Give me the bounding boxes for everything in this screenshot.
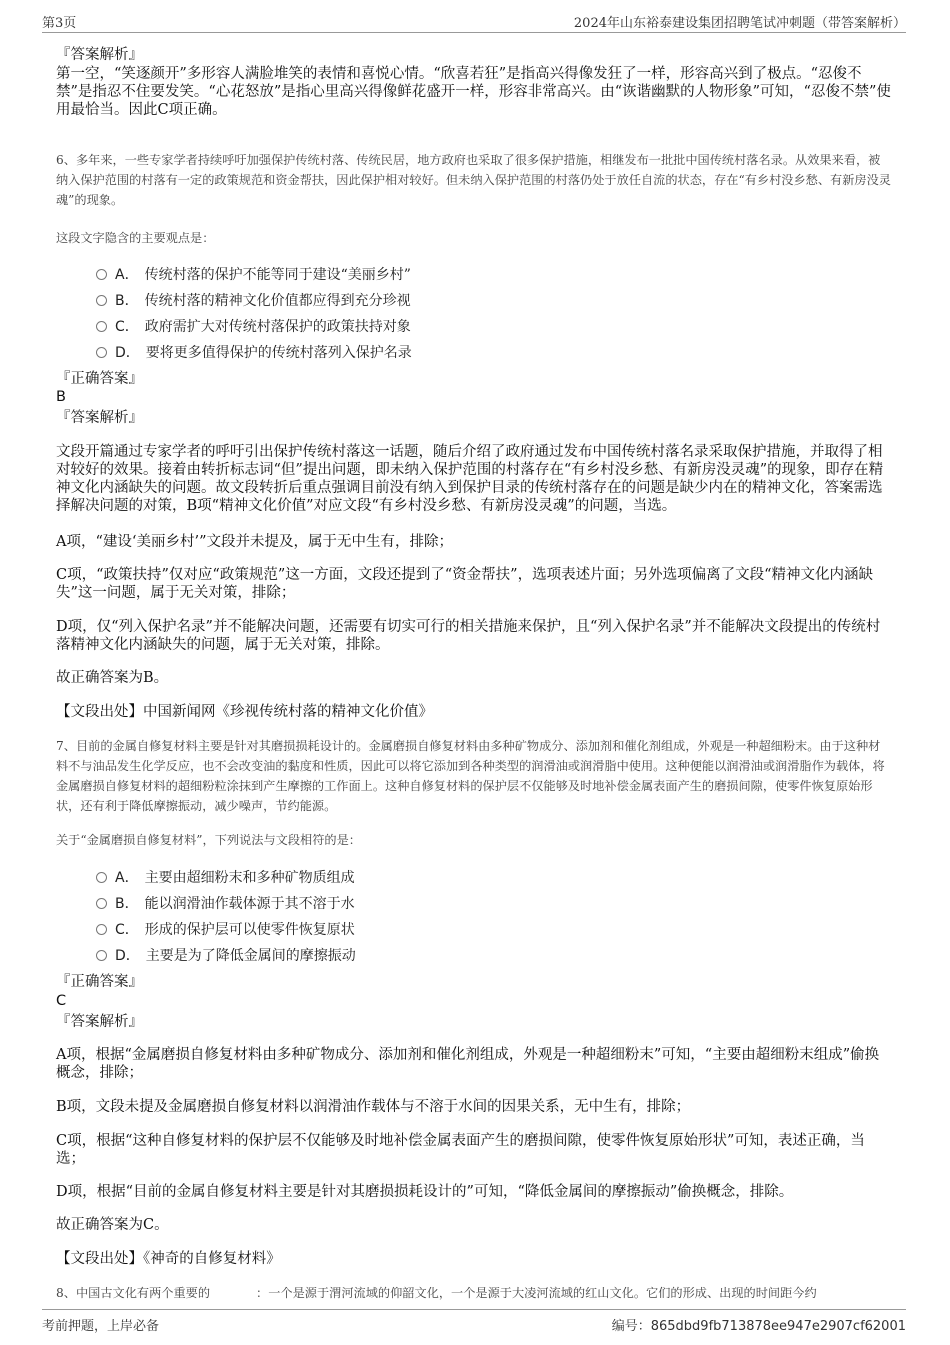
q6-option-d[interactable] (96, 342, 412, 362)
radio-icon[interactable] (96, 924, 107, 935)
option-letter: A． (115, 267, 139, 283)
q8-stem-start: 8、中国古文化有两个重要的 (56, 1286, 211, 1300)
q6-analysis-c: C项，“政策扶持”仅对应“政策规范”这一方面，文段还提到了“资金帮扶”，选项表述片面；另外选项偏离了文段“精神文化内涵缺失”这一问题，属于无关对策，排除； (56, 567, 873, 601)
q7-source: 【文段出处】《神奇的自修复材料》 (56, 1251, 281, 1267)
q6-option-a[interactable] (96, 264, 411, 284)
option-text: 政府需扩大对传统村落保护的政策扶持对象 (144, 319, 411, 335)
page-number: 第3页 (42, 16, 77, 31)
option-text: 主要由超细粉末和多种矿物质组成 (144, 870, 355, 886)
q6-analysis-label: 『答案解析』 (56, 410, 143, 426)
option-letter: D． (115, 948, 140, 964)
option-text: 传统村落的精神文化价值都应得到充分珍视 (144, 293, 411, 309)
q7-option-b[interactable] (96, 893, 355, 913)
q7-correct-label: 『正确答案』 (56, 974, 143, 990)
document-code: 编号：865dbd9fb713878ee947e2907cf62001 (611, 1319, 906, 1334)
option-text: 主要是为了降低金属间的摩擦振动 (145, 948, 356, 964)
q6-analysis-text: 文段开篇通过专家学者的呼吁引出保护传统村落这一话题，随后介绍了政府通过发布中国传统村落名录采取保护措施，并取得了相对较好的效果。接着由转折标志词“但”提出问题，即未纳入保护范围的村落存在“有乡村没乡愁、有新房没灵魂”的现象，即存在精神文化内涵缺失的问题。故文段转折后重点强调目前没有纳入到保护目录的传统村落存在的问题是缺少内在的精神文化，答案需选择解决问题的对策，B项“精神文化价值”对应文段“有乡村没乡愁、有新房没灵魂”的问题，当选。 (56, 444, 884, 514)
q7-option-d[interactable] (96, 945, 356, 965)
radio-icon[interactable] (96, 347, 107, 358)
q6-correct-label: 『正确答案』 (56, 371, 143, 387)
radio-icon[interactable] (96, 872, 107, 883)
q6-analysis-a: A项，“建设‘美丽乡村’”文段并未提及，属于无中生有，排除； (56, 534, 454, 550)
q7-conclusion: 故正确答案为C。 (56, 1217, 169, 1233)
q6-stem: 6、多年来，一些专家学者持续呼吁加强保护传统村落、传统民居，地方政府也采取了很多保护措施，相继发布一批批中国传统村落名录。从效果来看，被纳入保护范围的村落有一定的政策规范和资金帮扶，因此保护相对较好。但未纳入保护范围的村落仍处于放任自流的状态，存在“有乡村没乡愁、有新房没灵魂”的现象。 (56, 153, 891, 207)
q6-analysis-d: D项，仅“列入保护名录”并不能解决问题，还需要有切实可行的相关措施来保护，且“列入保护名录”并不能解决文段提出的传统村落精神文化内涵缺失的问题，属于无关对策，排除。 (56, 619, 881, 653)
q6-prompt: 这段文字隐含的主要观点是： (56, 231, 215, 245)
q7-prompt: 关于“金属磨损自修复材料”，下列说法与文段相符的是： (56, 833, 361, 847)
option-letter: B． (115, 896, 139, 912)
q7-option-a[interactable] (96, 867, 355, 887)
q6-option-b[interactable] (96, 290, 411, 310)
q7-analysis-label: 『答案解析』 (56, 1014, 143, 1030)
radio-icon[interactable] (96, 269, 107, 280)
document-title: 2024年山东裕泰建设集团招聘笔试冲刺题（带答案解析） (573, 16, 906, 31)
radio-icon[interactable] (96, 950, 107, 961)
q6-conclusion: 故正确答案为B。 (56, 670, 169, 686)
q5-analysis-label: 『答案解析』 (56, 47, 143, 63)
q7-correct-answer: C (56, 993, 67, 1009)
footer-slogan: 考前押题，上岸必备 (42, 1319, 160, 1334)
q7-analysis-a: A项，根据“金属磨损自修复材料由多种矿物成分、添加剂和催化剂组成，外观是一种超细粉末”可知，“主要由超细粉末组成”偷换概念，排除； (56, 1047, 880, 1081)
q6-option-c[interactable] (96, 316, 411, 336)
q7-analysis-b: B项，文段未提及金属磨损自修复材料以润滑油作载体与不溶于水间的因果关系，无中生有，排除； (56, 1099, 691, 1115)
page-header (42, 10, 906, 33)
page-footer (42, 1309, 906, 1334)
option-letter: A． (115, 870, 139, 886)
radio-icon[interactable] (96, 295, 107, 306)
q5-analysis-text: 第一空，“笑逐颜开”多形容人满脸堆笑的表情和喜悦心情。“欣喜若狂”是指高兴得像发狂了一样，形容高兴到了极点。“忍俊不禁”是指忍不住要发笑。“心花怒放”是指心里高兴得像鲜花盛开一样，形容非常高兴。由“诙谐幽默的人物形象”可知，“忍俊不禁”使用最恰当。因此C项正确。 (56, 66, 891, 118)
q6-source: 【文段出处】中国新闻网《珍视传统村落的精神文化价值》 (56, 704, 433, 720)
q7-stem: 7、目前的金属自修复材料主要是针对其磨损损耗设计的。金属磨损自修复材料由多种矿物成分、添加剂和催化剂组成，外观是一种超细粉末。由于这种材料不与油品发生化学反应，也不会改变油的黏度和性质，因此可以将它添加到各种类型的润滑油或润滑脂中使用。这种便能以润滑油或润滑脂作为载体，将金属磨损自修复材料的超细粉粒涂抹到产生摩擦的工作面上。这种自修复材料的保护层不仅能够及时地补偿金属表面产生的磨损间隙，使零件恢复原始形状，还有利于降低摩擦振动，减少噪声，节约能源。 (56, 739, 885, 813)
q8-stem (56, 1283, 817, 1303)
option-text: 形成的保护层可以使零件恢复原状 (144, 922, 355, 938)
option-letter: C． (115, 319, 139, 335)
option-letter: B． (115, 293, 139, 309)
q7-analysis-d: D项，根据“目前的金属自修复材料主要是针对其磨损损耗设计的”可知，“降低金属间的摩擦振动”偷换概念，排除。 (56, 1184, 794, 1200)
q7-option-c[interactable] (96, 919, 355, 939)
option-letter: D． (115, 345, 140, 361)
q7-analysis-c: C项，根据“这种自修复材料的保护层不仅能够及时地补偿金属表面产生的磨损间隙，使零件恢复原始形状”可知，表述正确，当选； (56, 1133, 865, 1167)
radio-icon[interactable] (96, 321, 107, 332)
option-letter: C． (115, 922, 139, 938)
radio-icon[interactable] (96, 898, 107, 909)
option-text: 能以润滑油作载体源于其不溶于水 (144, 896, 355, 912)
q8-stem-rest: ：一个是源于渭河流域的仰韶文化，一个是源于大凌河流域的红山文化。它们的形成、出现的时间距今约 (256, 1286, 817, 1300)
q6-correct-answer: B (56, 389, 66, 405)
option-text: 传统村落的保护不能等同于建设“美丽乡村” (144, 267, 411, 283)
option-text: 要将更多值得保护的传统村落列入保护名录 (145, 345, 412, 361)
